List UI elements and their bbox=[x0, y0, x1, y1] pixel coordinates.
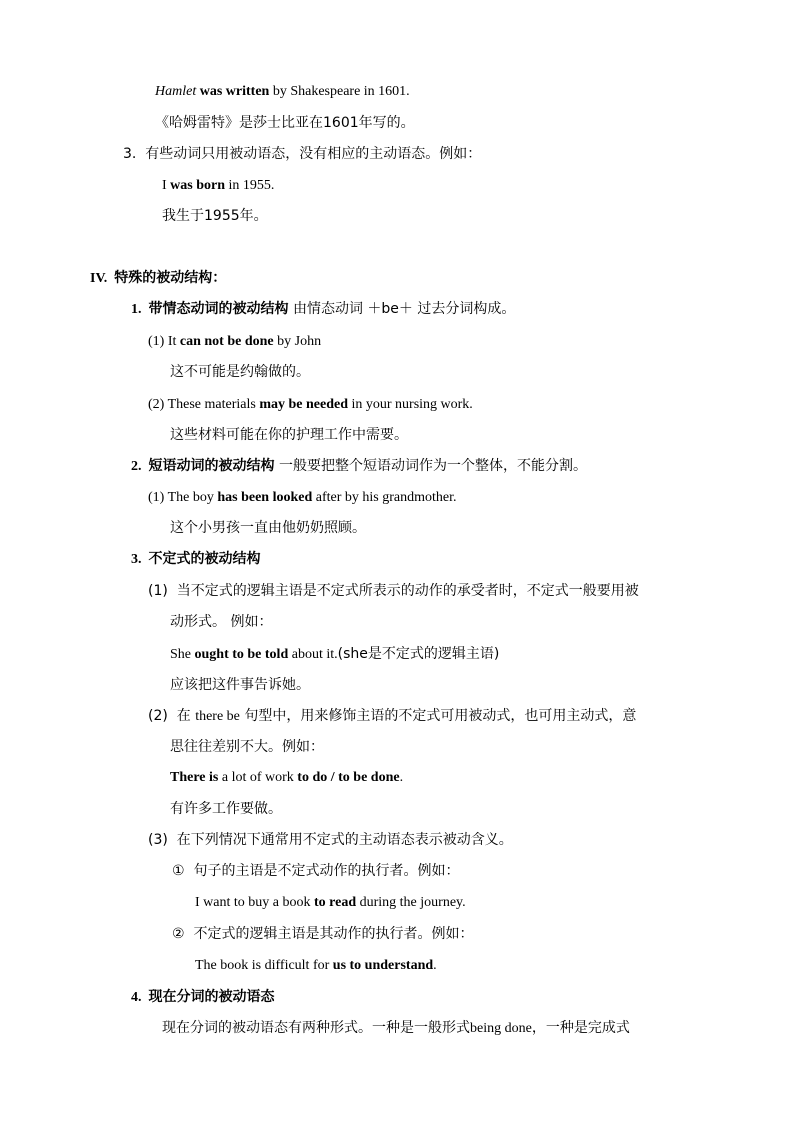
continuation-line: 动形式。 例如： bbox=[170, 614, 273, 630]
numbered-point: (1) 当不定式的逻辑主语是不定式所表示的动作的承受者时，不定式一般要用被 bbox=[148, 583, 639, 599]
translation-line: 这个小男孩一直由他奶奶照顾。 bbox=[170, 520, 366, 536]
section-heading: IV. 特殊的被动结构： bbox=[90, 270, 227, 286]
translation-line: 这不可能是约翰做的。 bbox=[170, 364, 310, 380]
translation-line: 《哈姆雷特》是莎士比亚在1601年写的。 bbox=[155, 115, 415, 131]
translation-line: 有许多工作要做。 bbox=[170, 801, 282, 817]
example-line: The book is difficult for us to understand. bbox=[195, 958, 437, 973]
numbered-point: (3) 在下列情况下通常用不定式的主动语态表示被动含义。 bbox=[148, 832, 513, 848]
example-line: (2) These materials may be needed in your nursing work. bbox=[148, 397, 473, 412]
translation-line: 应该把这件事告诉她。 bbox=[170, 677, 310, 693]
translation-line: 我生于1955年。 bbox=[162, 208, 268, 224]
continuation-line: 思往往差别不大。例如： bbox=[170, 739, 324, 755]
subsection-heading: 4. 现在分词的被动语态 bbox=[131, 989, 275, 1005]
example-line: I want to buy a book to read during the journey. bbox=[195, 895, 466, 910]
example-line: There is a lot of work to do / to be done. bbox=[170, 770, 404, 785]
subsection-heading: 3. 不定式的被动结构 bbox=[131, 551, 261, 567]
example-line: (1) It can not be done by John bbox=[148, 334, 322, 349]
subsection-heading: 1. 带情态动词的被动结构 由情态动词 ＋be＋ 过去分词构成。 bbox=[131, 301, 516, 317]
circled-point: ① 句子的主语是不定式动作的执行者。例如： bbox=[172, 863, 460, 879]
bold-verb: was written bbox=[199, 84, 270, 99]
paragraph-line: 现在分词的被动语态有两种形式。一种是一般形式being done，一种是完成式 bbox=[162, 1020, 630, 1036]
translation-line: 这些材料可能在你的护理工作中需要。 bbox=[170, 427, 408, 443]
example-line: (1) The boy has been looked after by his grandmother. bbox=[148, 490, 457, 505]
numbered-point: 3. 有些动词只用被动语态，没有相应的主动语态。例如： bbox=[123, 146, 482, 162]
italic-title: Hamlet bbox=[155, 84, 197, 99]
example-line: Hamlet was written by Shakespeare in 1601. bbox=[155, 84, 410, 99]
example-line: I was born in 1955. bbox=[162, 178, 275, 193]
subsection-heading: 2. 短语动词的被动结构 一般要把整个短语动词作为一个整体，不能分割。 bbox=[131, 458, 587, 474]
numbered-point: (2) 在 there be 句型中，用来修饰主语的不定式可用被动式，也可用主动式，意 bbox=[148, 708, 637, 724]
circled-point: ② 不定式的逻辑主语是其动作的执行者。例如： bbox=[172, 926, 474, 942]
example-line: She ought to be told about it.(she是不定式的逻辑主语) bbox=[170, 646, 500, 662]
